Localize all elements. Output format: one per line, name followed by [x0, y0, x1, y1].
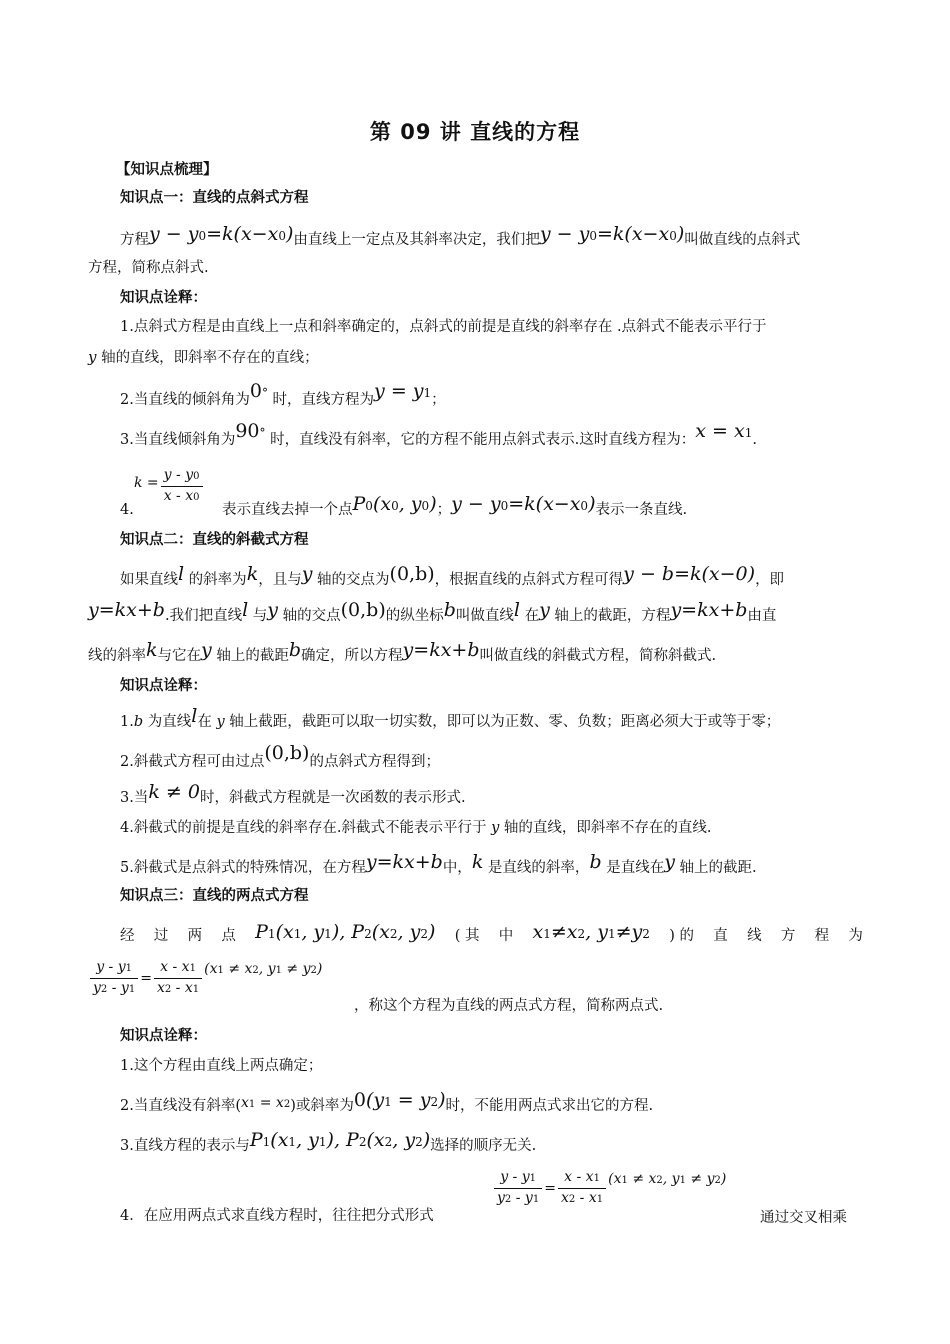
kp2-note5: 5.斜截式是点斜式的特殊情况，在方程y=kx+b中，k 是直线的斜率，b 是直线在y 轴上的截距. — [120, 851, 757, 876]
kp3-note2: 2.当直线没有斜率(x1 = x2)或斜率为0(y1 = y2)时，不能用两点式求出它的方程. — [120, 1089, 654, 1114]
kp1-note1-cont: y 轴的直线，即斜率不存在的直线； — [88, 348, 319, 366]
kp1-note2: 2.当直线的倾斜角为0° 时，直线方程为y = y1； — [120, 380, 446, 408]
kp3-note3: 3.直线方程的表示与P1(x1, y1), P2(x2, y2)选择的顺序无关. — [120, 1129, 537, 1154]
kp2-para2: y=kx+b.我们把直线l 与y 轴的交点(0,b)的纵坐标b叫做直线l 在y 轴上的截距，方程y=kx+b由直 — [88, 599, 777, 624]
kp2-note1: 1.b 为直线l在 y 轴上截距，截距可以取一切实数，即可以为正数、零、负数；距离必须大于或等于零； — [120, 705, 781, 730]
math-point-slope-eq: y − y0=k(x−x0) — [539, 223, 685, 245]
kp3-note-heading: 知识点诠释： — [120, 1028, 207, 1044]
math-zero-degree: 0° — [249, 380, 268, 402]
math-two-point-eq: $\frac{y - y1}{y2 - y1}$ = $\frac{x - x1}{x2 - x1}$ (x1 ≠ x2, y1 ≠ y2) — [88, 958, 322, 999]
kp3-para1: 经 过 两 点 P1(x1, y1), P2(x2, y2) ( 其 中 x1≠x2, y1≠y2 ) 的 直 线 方 程 为 — [120, 921, 863, 944]
math-x-eq-x1: x = x1 — [695, 420, 753, 442]
kp2-note2: 2.斜截式方程可由过点(0,b)的点斜式方程得到； — [120, 742, 440, 770]
math-y-minus-b: y − b=k(x−0) — [623, 563, 756, 585]
kp1-heading: 知识点一：直线的点斜式方程 — [120, 190, 309, 206]
page-title: 第 09 讲 直线的方程 — [369, 120, 581, 144]
kp1-note-heading: 知识点诠释： — [120, 290, 207, 306]
kp2-para3: 线的斜率k与它在y 轴上的截距b确定，所以方程y=kx+b叫做直线的斜截式方程，简称斜截式. — [88, 639, 717, 664]
math-two-point-eq: $\frac{y - y1}{y2 - y1}$ = $\frac{x - x1}{x2 - x1}$ (x1 ≠ x2, y1 ≠ y2) — [492, 1168, 726, 1209]
kp3-note1: 1.这个方程由直线上两点确定； — [120, 1058, 323, 1074]
math-k-neq-0: k ≠ 0 — [148, 781, 200, 803]
kp2-heading: 知识点二：直线的斜截式方程 — [120, 532, 309, 548]
math-k-fraction: k = $\frac{y - y0}{x - x0}$ — [134, 466, 205, 507]
math-ninety-degree: 90° — [235, 420, 266, 442]
kp1-note1: 1.点斜式方程是由直线上一点和斜率确定的，点斜式的前提是直线的斜率存在 .点斜式不能表示平行于 — [120, 319, 767, 335]
math-points-p1-p2: P1(x1, y1), P2(x2, y2) — [249, 1129, 431, 1151]
kp2-note4: 4.斜截式的前提是直线的斜率存在.斜截式不能表示平行于 y 轴的直线，即斜率不存在的直线. — [120, 820, 712, 836]
kp3-heading: 知识点三：直线的两点式方程 — [120, 888, 309, 904]
math-points-p1-p2: P1(x1, y1), P2(x2, y2) — [255, 921, 436, 943]
kp3-note4: 4．在应用两点式求直线方程时，往往把分式形式 $\frac{y - y1}{y2 - y1}$ = $\frac{x - x1}{x2 - x1}$ (x1 ≠ x2, y1 ≠ y2) 通过交叉相乘 — [120, 1169, 847, 1226]
math-point-slope-eq: y − y0=k(x−x0) — [149, 223, 294, 245]
math-point-slope-eq: y − y0=k(x−x0) — [451, 493, 596, 515]
kp2-para1: 如果直线l 的斜率为k，且与y 轴的交点为(0,b)，根据直线的点斜式方程可得y − b=k(x−0)，即 — [120, 563, 785, 588]
kp2-note-heading: 知识点诠释： — [120, 678, 207, 694]
kp1-note4: 4. k = $\frac{y - y0}{x - x0}$ 表示直线去掉一个点P0(x0, y0)；y − y0=k(x−x0)表示一条直线. — [120, 467, 688, 518]
section-header: 【知识点梳理】 — [116, 162, 218, 178]
math-y-eq-y1: y = y1 — [374, 380, 432, 402]
kp1-note3: 3.当直线倾斜角为90° 时，直线没有斜率，它的方程不能用点斜式表示.这时直线方程为：x = x1. — [120, 420, 757, 448]
kp1-para1: 方程y − y0=k(x−x0)由直线上一定点及其斜率决定，我们把y − y0=k(x−x0)叫做直线的点斜式 — [120, 223, 801, 248]
kp1-para1-cont: 方程，简称点斜式. — [88, 260, 209, 276]
kp3-para2: $\frac{y - y1}{y2 - y1}$ = $\frac{x - x1}{x2 - x1}$ (x1 ≠ x2, y1 ≠ y2) ，称这个方程为直线的两点式方程，简称两点式. — [88, 958, 868, 1008]
math-x1-neq-x2: x1≠x2, y1≠y2 — [532, 921, 650, 943]
math-point-p0: P0(x0, y0) — [352, 493, 437, 515]
kp2-note3: 3.当k ≠ 0时，斜截式方程就是一次函数的表示形式. — [120, 781, 466, 806]
